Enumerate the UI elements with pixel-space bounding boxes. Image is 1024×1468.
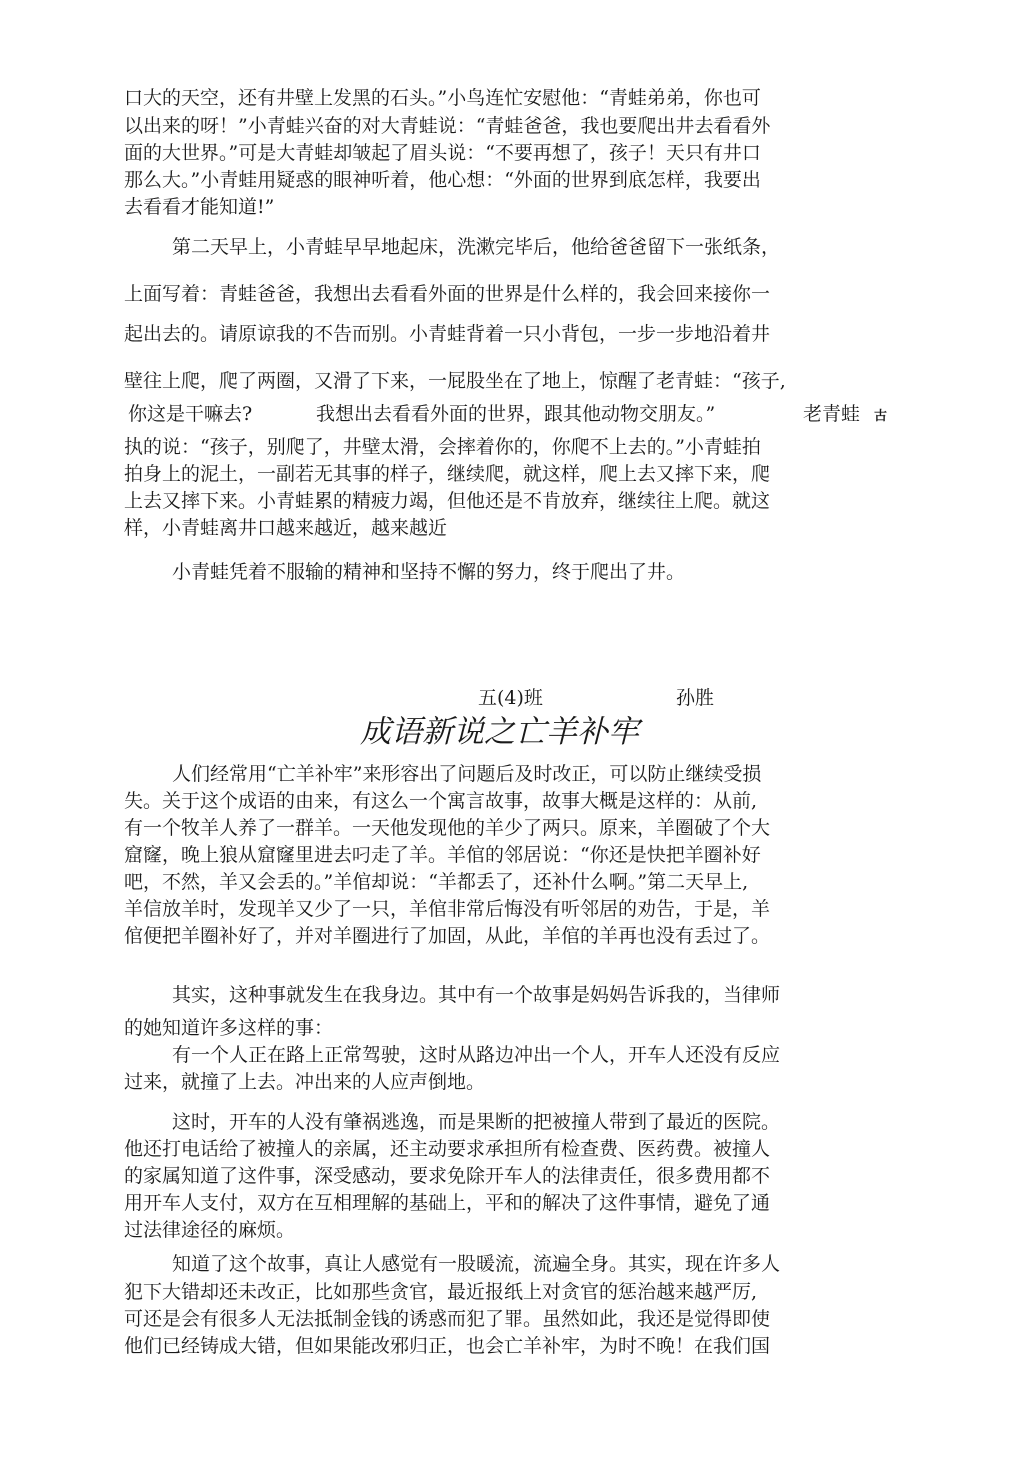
paragraph-line: 吧，不然，羊又会丢的。”羊倌却说：“羊都丢了，还补什么啊。”第二天早上,	[124, 871, 749, 893]
class-label: 五(4)班	[478, 687, 543, 709]
paragraph-line-part: 我想出去看看外面的世界，跟其他动物交朋友。”	[316, 403, 716, 425]
paragraph-line: 的家属知道了这件事，深受感动，要求免除开车人的法律责任，很多费用都不	[124, 1165, 771, 1187]
paragraph-line: 拍身上的泥土，一副若无其事的样子，继续爬，就这样，爬上去又摔下来，爬	[124, 463, 771, 485]
paragraph-line: 上去又摔下来。小青蛙累的精疲力竭，但他还是不肯放弃，继续往上爬。就这	[124, 490, 771, 512]
paragraph-line: 羊信放羊时，发现羊又少了一只，羊倌非常后悔没有听邻居的劝告，于是，羊	[124, 898, 771, 920]
paragraph-line: 壁往上爬，爬了两圈，又滑了下来，一屁股坐在了地上，惊醒了老青蛙：“孩子,	[124, 370, 786, 392]
paragraph-line: 可还是会有很多人无法抵制金钱的诱惑而犯了罪。虽然如此，我还是觉得即使	[124, 1308, 771, 1330]
paragraph-line: 用开车人支付，双方在互相理解的基础上，平和的解决了这件事情，避免了通	[124, 1192, 771, 1214]
margin-mark: 古	[874, 409, 888, 424]
paragraph-line: 有一个人正在路上正常驾驶，这时从路边冲出一个人，开车人还没有反应	[172, 1044, 781, 1066]
paragraph-line: 知道了这个故事，真让人感觉有一股暖流，流遍全身。其实，现在许多人	[172, 1253, 781, 1275]
paragraph-line: 失。关于这个成语的由来，有这么一个寓言故事，故事大概是这样的：从前,	[124, 790, 758, 812]
paragraph-line-part: 老青蛙	[803, 403, 861, 425]
paragraph-line: 那么大。”小青蛙用疑惑的眼神听着，他心想：“外面的世界到底怎样，我要出	[124, 169, 761, 191]
paragraph-line: 他们已经铸成大错，但如果能改邪归正，也会亡羊补牢，为时不晚！在我们国	[124, 1335, 771, 1357]
paragraph-line: 第二天早上，小青蛙早早地起床，洗漱完毕后，他给爸爸留下一张纸条，	[172, 236, 781, 258]
paragraph-line: 去看看才能知道!”	[124, 196, 275, 218]
paragraph-line: 倌便把羊圈补好了，并对羊圈进行了加固，从此，羊倌的羊再也没有丢过了。	[124, 925, 771, 947]
paragraph-line: 以出来的呀！”小青蛙兴奋的对大青蛙说：“青蛙爸爸，我也要爬出井去看看外	[124, 115, 771, 137]
paragraph-line-part: 你这是干嘛去?	[128, 403, 253, 425]
paragraph-line: 有一个牧羊人养了一群羊。一天他发现他的羊少了两只。原来，羊圈破了个大	[124, 817, 771, 839]
paragraph-line: 窟窿，晚上狼从窟窿里进去叼走了羊。羊倌的邻居说：“你还是快把羊圈补好	[124, 844, 761, 866]
paragraph-line: 执的说：“孩子，别爬了，井壁太滑，会摔着你的，你爬不上去的。”小青蛙拍	[124, 436, 761, 458]
paragraph-line: 犯下大错却还未改正，比如那些贪官，最近报纸上对贪官的惩治越来越严厉,	[124, 1281, 758, 1303]
paragraph-line: 的她知道许多这样的事：	[124, 1017, 334, 1039]
paragraph-line: 人们经常用“亡羊补牢”来形容出了问题后及时改正，可以防止继续受损	[172, 763, 762, 785]
paragraph-line: 过法律途径的麻烦。	[124, 1219, 296, 1241]
paragraph-line: 口大的天空，还有井壁上发黑的石头。”小鸟连忙安慰他：“青蛙弟弟，你也可	[124, 87, 761, 109]
paragraph-line: 起出去的。请原谅我的不告而别。小青蛙背着一只小背包，一步一步地沿着井	[124, 323, 771, 345]
author-name: 孙胜	[676, 687, 715, 709]
paragraph-line: 过来，就撞了上去。冲出来的人应声倒地。	[124, 1071, 486, 1093]
paragraph-line: 面的大世界。”可是大青蛙却皱起了眉头说：“不要再想了，孩子！天只有井口	[124, 142, 761, 164]
paragraph-line: 上面写着：青蛙爸爸，我想出去看看外面的世界是什么样的，我会回来接你一	[124, 283, 771, 305]
paragraph-line: 小青蛙凭着不服输的精神和坚持不懈的努力，终于爬出了井。	[172, 561, 686, 583]
paragraph-line: 样，小青蛙离井口越来越近，越来越近	[124, 517, 448, 539]
story-title: 成语新说之亡羊补牢	[360, 714, 639, 750]
paragraph-line: 这时，开车的人没有肇祸逃逸，而是果断的把被撞人带到了最近的医院。	[172, 1111, 781, 1133]
paragraph-line: 其实，这种事就发生在我身边。其中有一个故事是妈妈告诉我的，当律师	[172, 984, 781, 1006]
paragraph-line: 他还打电话给了被撞人的亲属，还主动要求承担所有检查费、医药费。被撞人	[124, 1138, 771, 1160]
